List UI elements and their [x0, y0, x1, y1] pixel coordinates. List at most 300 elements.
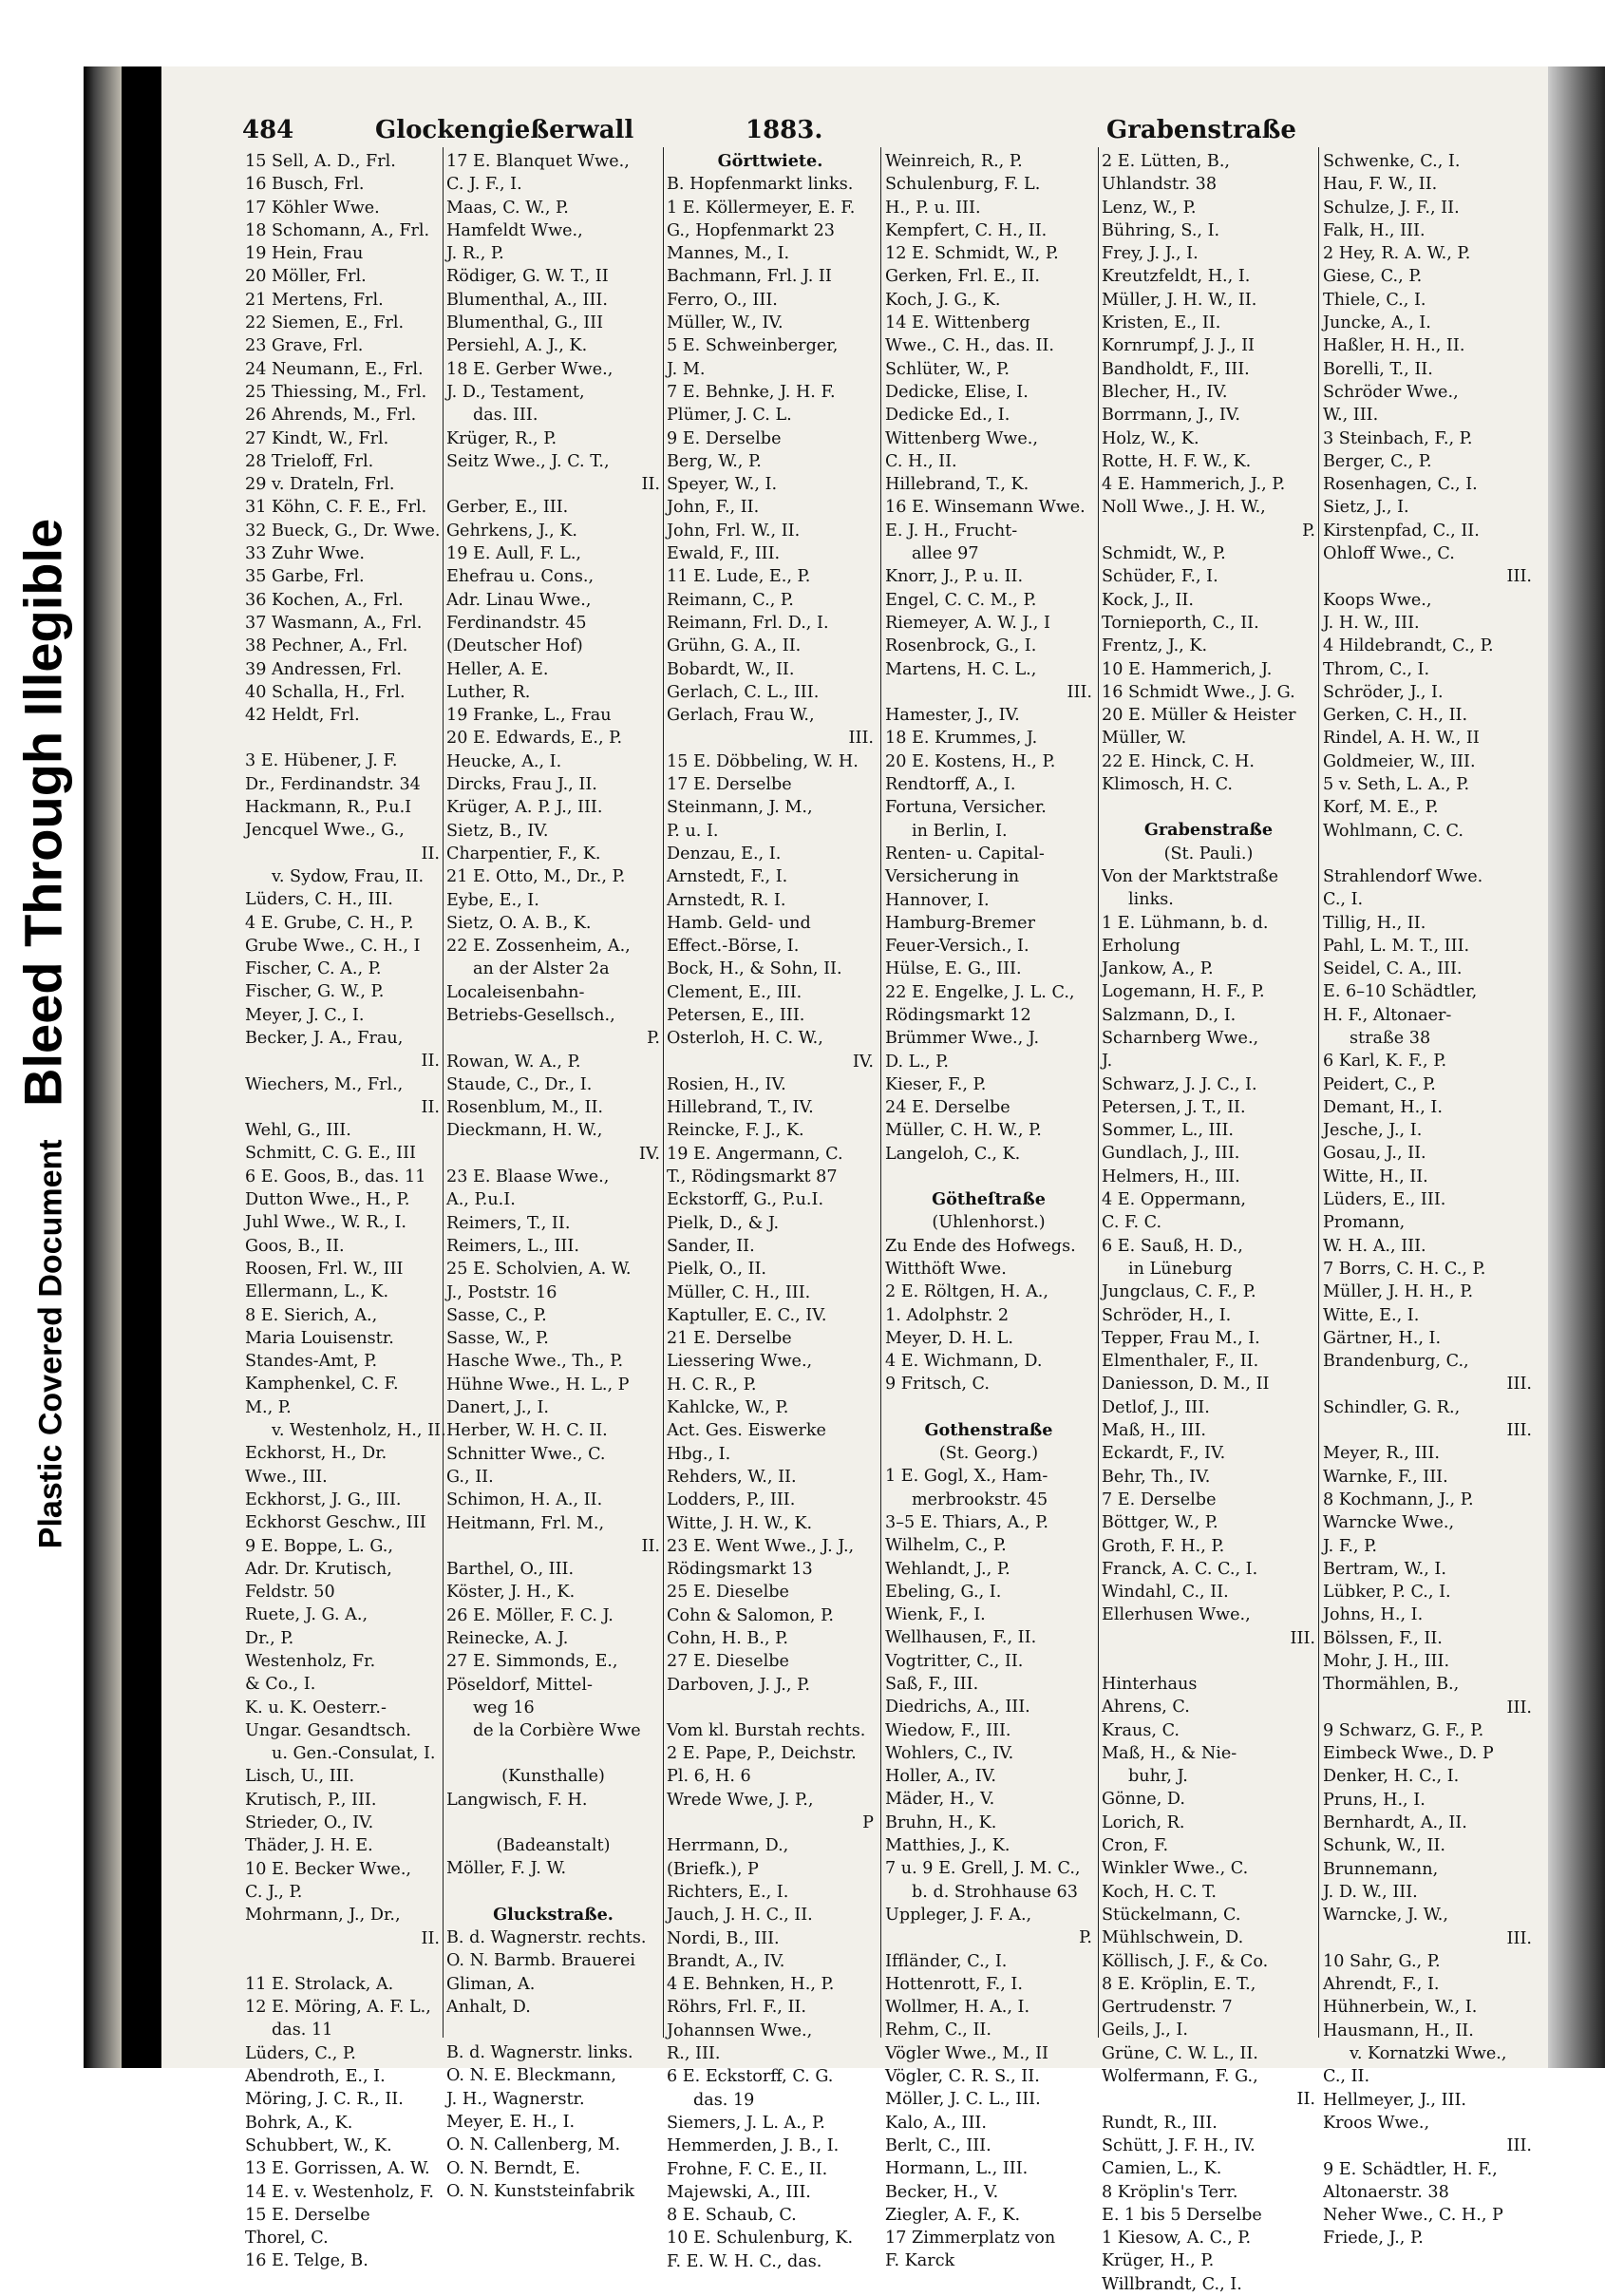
directory-entry: Sommer, L., III. [1102, 1121, 1234, 1141]
directory-entry: Ferro, O., III. [667, 290, 778, 310]
directory-entry: Herber, W. H. C. II. [446, 1421, 608, 1441]
directory-entry: 20 Möller, Frl. [245, 267, 367, 287]
directory-entry: Ohloff Wwe., C. [1323, 544, 1455, 564]
directory-entry: Schubbert, W., K. [245, 2135, 392, 2155]
directory-entry: Müller, C. H., III. [667, 1282, 811, 1302]
directory-entry: 25 E. Dieselbe [667, 1583, 789, 1603]
directory-entry: Maas, C. W., P. [446, 198, 569, 218]
directory-entry: Cohn & Salomon, P. [667, 1605, 834, 1625]
directory-entry: Hamb. Geld- und [667, 913, 811, 933]
directory-entry: Thäder, J. H. E. [245, 1836, 373, 1856]
directory-entry: III. [1506, 567, 1532, 587]
directory-entry: Wilhelm, C., P. [885, 1536, 1007, 1556]
directory-entry: Kreutzfeldt, H., I. [1102, 267, 1251, 287]
directory-entry: W. H. A., III. [1323, 1236, 1426, 1256]
column-divider [663, 147, 664, 2038]
directory-entry: Kalo, A., III. [885, 2113, 987, 2133]
directory-entry: Hausmann, H., II. [1323, 2021, 1474, 2040]
directory-entry: Koch, H. C. T. [1102, 1882, 1217, 1902]
directory-entry: Jankow, A., P. [1102, 959, 1214, 979]
directory-entry: Wwe., C. H., das. II. [885, 336, 1054, 356]
directory-entry: Pruns, H., I. [1323, 1790, 1426, 1810]
directory-entry: Gosau, J., II. [1323, 1144, 1426, 1164]
directory-entry: Sietz, O. A. B., K. [446, 913, 592, 933]
directory-entry: III. [1290, 1628, 1315, 1648]
section-gap [446, 2019, 660, 2041]
directory-entry: 4 E. Behnken, H., P. [667, 1975, 835, 1995]
directory-entry: 21 E. Otto, M., Dr., P. [446, 867, 626, 887]
directory-entry: Heucke, A., I. [446, 751, 562, 771]
directory-entry: Ferdinandstr. 45 [446, 613, 587, 633]
directory-entry: Holz, W., K. [1102, 428, 1199, 448]
directory-entry: Anhalt, D. [446, 1997, 531, 2017]
directory-entry: Klimosch, H. C. [1102, 775, 1234, 795]
directory-entry: 12 E. Schmidt, W., P. [885, 244, 1059, 264]
directory-entry: P [862, 1813, 874, 1833]
directory-entry: H., P. u. III. [885, 198, 981, 218]
directory-entry: Thormählen, B., [1323, 1675, 1460, 1695]
directory-entry: das. 19 [693, 2090, 755, 2110]
directory-entry: 12 E. Möring, A. F. L., [245, 1998, 431, 2018]
section-gap [245, 727, 440, 750]
directory-entry: Wohlmann, C. C. [1323, 821, 1463, 841]
column-3 [667, 150, 874, 2273]
directory-entry: Groth, F. H., P. [1102, 1536, 1225, 1556]
directory-entry: O. N. Callenberg, M. [446, 2135, 621, 2155]
directory-entry: Seitz Wwe., J. C. T., [446, 451, 610, 471]
directory-entry: 13 E. Gorrissen, A. W. [245, 2159, 430, 2179]
directory-entry: 28 Trieloff, Frl. [245, 451, 374, 471]
directory-entry: Wellhausen, F., II. [885, 1628, 1037, 1648]
directory-entry: Bruhn, H., K. [885, 1812, 997, 1832]
directory-entry: Jencquel Wwe., G., [245, 821, 405, 841]
directory-entry: Rindel, A. H. W., II [1323, 729, 1480, 749]
directory-entry: Ellerhusen Wwe., [1102, 1605, 1251, 1625]
directory-entry: Cron, F. [1102, 1836, 1169, 1856]
directory-entry: Herrmann, D., [667, 1836, 789, 1856]
street-subheading: (Kunsthalle) [501, 1767, 605, 1787]
directory-entry: J. D., Testament, [446, 382, 585, 402]
directory-entry: Siemers, J. L. A., P. [667, 2113, 825, 2133]
directory-entry: Denker, H. C., I. [1323, 1767, 1460, 1787]
directory-entry: Koops Wwe., [1323, 590, 1432, 610]
directory-entry: Lodders, P., III. [667, 1490, 796, 1510]
directory-entry: 29 v. Drateln, Frl. [245, 475, 395, 495]
directory-entry: Warncke Wwe., [1323, 1513, 1455, 1533]
directory-entry: II. [421, 1928, 440, 1948]
directory-entry: Blumenthal, G., III [446, 313, 604, 333]
directory-entry: buhr, J. [1128, 1767, 1188, 1787]
directory-entry: P. [647, 1029, 660, 1049]
directory-entry: 4 E. Oppermann, [1102, 1190, 1247, 1210]
page-number: 484 [242, 116, 294, 144]
directory-entry: 8 E. Sierich, A., [245, 1305, 378, 1325]
directory-entry: Kirstenpfad, C., II. [1323, 521, 1480, 541]
directory-entry: 36 Kochen, A., Frl. [245, 590, 404, 610]
directory-entry: Krüger, A. P. J., III. [446, 798, 603, 818]
directory-entry: 8 E. Schaub, C. [667, 2206, 797, 2226]
column-divider [443, 147, 444, 2038]
directory-entry: Hamester, J., IV. [885, 706, 1020, 726]
directory-entry: Holler, A., IV. [885, 1767, 996, 1787]
directory-entry: Berger, C., P. [1323, 451, 1432, 471]
directory-entry: Kieser, F., P. [885, 1074, 987, 1094]
directory-entry: Meyer, E. H., I. [446, 2113, 576, 2133]
directory-entry: 10 E. Schulenburg, K. [667, 2229, 854, 2249]
directory-entry: O. N. Kunststeinfabrik [446, 2181, 634, 2201]
directory-entry: IV. [852, 1052, 874, 1072]
scanned-page-frame [84, 66, 1532, 2294]
directory-entry: 42 Heldt, Frl. [245, 706, 360, 726]
directory-entry: Act. Ges. Eiswerke [667, 1421, 826, 1441]
directory-entry: II. [641, 475, 660, 495]
directory-entry: Langwisch, F. H. [446, 1790, 588, 1810]
directory-entry: links. [1128, 890, 1174, 910]
directory-entry: Adr. Dr. Krutisch, [245, 1559, 392, 1579]
directory-entry: 4 E. Wichmann, D. [885, 1352, 1043, 1372]
directory-entry: Dutton Wwe., H., P. [245, 1190, 410, 1210]
column-5 [1102, 150, 1315, 2296]
directory-entry: Langeloh, C., K. [885, 1144, 1021, 1164]
directory-entry: Schimon, H. A., II. [446, 1490, 603, 1510]
street-subheading: (Uhlenhorst.) [932, 1213, 1046, 1233]
directory-entry: Ellermann, L., K. [245, 1282, 389, 1302]
directory-entry: Lorich, R. [1102, 1812, 1185, 1832]
directory-entry: Haßler, H. H., II. [1323, 336, 1465, 356]
directory-entry: Lenz, W., P. [1102, 198, 1197, 218]
section-gap [885, 1396, 1092, 1419]
directory-entry: Abendroth, E., I. [245, 2067, 386, 2087]
directory-entry: 9 Schwarz, G. F., P. [1323, 1720, 1484, 1740]
section-gap [1102, 796, 1315, 819]
directory-entry: 25 E. Scholvien, A. W. [446, 1260, 632, 1280]
directory-entry: III. [1506, 1375, 1532, 1395]
directory-entry: Gerken, Frl. E., II. [885, 267, 1041, 287]
directory-entry: Geils, J., I. [1102, 2021, 1188, 2040]
page-edge [1548, 66, 1605, 2068]
directory-entry: 32 Bueck, G., Dr. Wwe. [245, 521, 441, 541]
directory-entry: 26 E. Möller, F. C. J. [446, 1605, 614, 1625]
directory-entry: 17 E. Derselbe [667, 775, 792, 795]
directory-entry: 21 E. Derselbe [667, 1329, 792, 1349]
directory-entry: Bock, H., & Sohn, II. [667, 959, 842, 979]
directory-entry: Hillebrand, T., IV. [667, 1098, 814, 1118]
directory-entry: 17 E. Blanquet Wwe., [446, 152, 630, 171]
directory-entry: Vögler Wwe., M., II [885, 2043, 1049, 2063]
directory-entry: Sasse, C., P. [446, 1305, 547, 1325]
directory-entry: C. H., II. [885, 451, 957, 471]
directory-entry: 16 E. Telge, B. [245, 2251, 368, 2271]
directory-entry: Arnstedt, R. I. [667, 890, 786, 910]
directory-entry: Darboven, J. J., P. [667, 1675, 810, 1695]
section-gap [446, 1742, 660, 1765]
directory-entry: Hühnerbein, W., I. [1323, 1998, 1478, 2018]
directory-entry: Lisch, U., III. [245, 1767, 355, 1787]
directory-entry: C. J., P. [245, 1882, 303, 1902]
directory-entry: III. [1506, 1928, 1532, 1948]
directory-entry: Promann, [1323, 1213, 1406, 1233]
directory-entry: 6 E. Eckstorff, C. G. [667, 2067, 834, 2087]
directory-entry: Petersen, J. T., II. [1102, 1097, 1246, 1117]
directory-entry: Grube Wwe., C. H., I [245, 936, 421, 956]
directory-entry: Ebeling, G., I. [885, 1582, 1002, 1602]
section-gap [1102, 1650, 1315, 1673]
directory-entry: 11 E. Strolack, A. [245, 1974, 394, 1994]
directory-entry: Maria Louisenstr. [245, 1328, 394, 1348]
directory-entry: Demant, H., I. [1323, 1097, 1443, 1117]
directory-entry: Lüders, C., P. [245, 2043, 356, 2063]
directory-entry: 10 Sahr, G., P. [1323, 1951, 1441, 1971]
directory-entry: Stückelmann, C. [1102, 1905, 1241, 1925]
directory-entry: Localeisenbahn- [446, 982, 585, 1002]
directory-entry: Clement, E., III. [667, 982, 802, 1002]
directory-entry: Zu Ende des Hofwegs. [885, 1236, 1076, 1256]
directory-entry: 4 E. Grube, C. H., P. [245, 913, 414, 933]
directory-entry: Schlüter, W., P. [885, 359, 1010, 379]
directory-entry: 21 Mertens, Frl. [245, 290, 384, 310]
directory-entry: J. [1102, 1052, 1113, 1072]
directory-entry: 20 E. Kostens, H., P. [885, 751, 1056, 771]
directory-entry: Kempfert, C. H., II. [885, 220, 1048, 240]
directory-entry: Ehefrau u. Cons., [446, 567, 595, 587]
directory-entry: III. [848, 729, 874, 749]
directory-entry: Elmenthaler, F., II. [1102, 1352, 1259, 1372]
directory-entry: Daniesson, D. M., II [1102, 1375, 1270, 1395]
section-gap [446, 1812, 660, 1834]
directory-entry: II. [421, 844, 440, 863]
directory-entry: Grühn, G. A., II. [667, 636, 802, 656]
directory-entry: Barthel, O., III. [446, 1560, 575, 1580]
directory-entry: Willbrandt, C., I. [1102, 2274, 1242, 2294]
directory-entry: Dedicke, Elise, I. [885, 382, 1029, 402]
directory-entry: Betriebs-Gesellsch., [446, 1005, 615, 1025]
directory-entry: Sietz, B., IV. [446, 821, 549, 841]
directory-entry: C. F. C. [1102, 1213, 1162, 1233]
directory-entry: P. u. I. [667, 821, 719, 841]
directory-entry: Hasche Wwe., Th., P. [446, 1352, 624, 1372]
directory-entry: Camien, L., K. [1102, 2159, 1222, 2179]
directory-entry: Schwenke, C., I. [1323, 152, 1461, 171]
directory-entry: Meyer, J. C., I. [245, 1005, 365, 1025]
directory-entry: R., III. [667, 2044, 721, 2064]
directory-entry: Juhl Wwe., W. R., I. [245, 1213, 407, 1233]
directory-entry: Bachmann, Frl. J. II [667, 267, 832, 287]
page-header [242, 116, 1382, 154]
directory-entry: O. N. Barmb. Brauerei [446, 1951, 636, 1971]
directory-entry: Schmitt, C. G. E., III [245, 1144, 416, 1164]
directory-entry: Frentz, J., K. [1102, 636, 1208, 656]
directory-entry: Eckhorst Geschw., III [245, 1513, 426, 1533]
street-heading: Görttwiete. [717, 151, 823, 171]
directory-entry: 7 Borrs, C. H. C., P. [1323, 1259, 1486, 1279]
directory-entry: 33 Zuhr Wwe. [245, 544, 366, 564]
directory-entry: Becker, H., V. [885, 2182, 999, 2202]
directory-entry: Danert, J., I. [446, 1398, 550, 1418]
section-gap [245, 1950, 440, 1973]
directory-entry: Knorr, J., P. u. II. [885, 567, 1024, 587]
directory-entry: Pöseldorf, Mittel- [446, 1675, 593, 1695]
directory-entry: E. 6–10 Schädtler, [1323, 982, 1478, 1002]
directory-entry: Schütt, J. F. H., IV. [1102, 2135, 1256, 2155]
directory-entry: Möring, J. C. R., II. [245, 2090, 404, 2110]
directory-entry: Brunnemann, [1323, 1859, 1439, 1879]
directory-entry: allee 97 [912, 544, 979, 564]
directory-entry: Schüder, F., I. [1102, 567, 1218, 587]
column-divider [880, 147, 881, 2038]
directory-entry: 14 E. v. Westenholz, F. [245, 2182, 435, 2202]
directory-entry: Müller, W., IV. [667, 313, 784, 333]
directory-entry: J. R., P. [446, 244, 504, 264]
directory-entry: Reimers, T., II. [446, 1213, 571, 1233]
directory-entry: IV. [638, 1144, 660, 1164]
directory-entry: (Deutscher Hof) [446, 636, 583, 656]
directory-entry: Mäder, H., V. [885, 1790, 995, 1810]
directory-entry: 27 E. Simmonds, E., [446, 1652, 618, 1672]
directory-entry: Borrmann, J., IV. [1102, 406, 1240, 426]
directory-entry: Adr. Linau Wwe., [446, 590, 592, 610]
directory-entry: J., Poststr. 16 [446, 1282, 557, 1302]
directory-entry: Juncke, A., I. [1323, 313, 1431, 333]
directory-entry: Jesche, J., I. [1323, 1121, 1423, 1141]
directory-entry: Hannover, I. [885, 890, 990, 910]
directory-entry: Berg, W., P. [667, 451, 762, 471]
directory-entry: Warncke, J. W., [1323, 1906, 1448, 1926]
directory-entry: Thorel, C. [245, 2229, 329, 2249]
directory-entry: Dieckmann, H. W., [446, 1121, 603, 1141]
directory-entry: Bandholdt, F., III. [1102, 359, 1250, 379]
directory-entry: Hemmerden, J. B., I. [667, 2136, 840, 2156]
directory-entry: Fischer, G. W., P. [245, 982, 385, 1002]
directory-entry: (Briefk.), P [667, 1859, 759, 1879]
directory-entry: Sietz, J., I. [1323, 498, 1409, 518]
directory-entry: J. M. [667, 359, 706, 379]
directory-entry: Schröder Wwe., [1323, 382, 1459, 402]
directory-entry: 16 E. Winsemann Wwe. [885, 498, 1086, 518]
directory-entry: Matthies, J., K. [885, 1836, 1010, 1856]
directory-entry: v. Westenholz, H., II. [272, 1421, 446, 1441]
directory-entry: Dr., Ferdinandstr. 34 [245, 774, 421, 794]
directory-entry: Bobardt, W., II. [667, 659, 795, 679]
directory-entry: 9 E. Schädtler, H. F., [1323, 2159, 1498, 2179]
directory-entry: Heitmann, Frl. M., [446, 1513, 605, 1533]
directory-entry: Versicherung in [885, 867, 1020, 887]
directory-entry: Krüger, H., P. [1102, 2251, 1215, 2271]
directory-entry: Bertram, W., I. [1323, 1559, 1446, 1579]
directory-entry: 6 E. Sauß, H. D., [1102, 1236, 1243, 1256]
directory-entry: das. III. [473, 406, 538, 426]
directory-entry: Hamburg-Bremer [885, 913, 1035, 933]
directory-entry: Frohne, F. C. E., II. [667, 2159, 828, 2179]
directory-entry: Sasse, W., P. [446, 1329, 549, 1349]
directory-entry: Schröder, H., I. [1102, 1305, 1232, 1325]
directory-entry: Kornrumpf, J. J., II [1102, 336, 1255, 356]
directory-entry: Falk, H., III. [1323, 220, 1426, 240]
column-divider [1318, 147, 1319, 2038]
directory-entry: Rödingsmarkt 13 [667, 1560, 813, 1580]
directory-entry: Dircks, Frau J., II. [446, 775, 597, 795]
directory-entry: 2 Hey, R. A. W., P. [1323, 244, 1471, 264]
directory-entry: P. [1302, 521, 1315, 541]
directory-entry: 18 E. Gerber Wwe., [446, 359, 614, 379]
directory-entry: C., I. [1323, 890, 1364, 910]
directory-entry: 19 E. Angermann, C. [667, 1144, 843, 1164]
directory-entry: Hormann, L., III. [885, 2159, 1029, 2179]
directory-entry: Seidel, C. A., III. [1323, 959, 1463, 979]
directory-entry: Rosenhagen, C., I. [1323, 475, 1478, 495]
directory-entry: Rotte, H. F. W., K. [1102, 451, 1252, 471]
directory-entry: Tillig, H., II. [1323, 913, 1426, 933]
directory-entry: Riemeyer, A. W. J., I [885, 613, 1050, 633]
directory-entry: Pl. 6, H. 6 [667, 1767, 751, 1787]
directory-entry: 3 Steinbach, F., P. [1323, 428, 1473, 448]
directory-entry: 19 Hein, Frau [245, 244, 364, 264]
directory-entry: Schwarz, J. J. C., I. [1102, 1074, 1257, 1094]
directory-entry: 24 E. Derselbe [885, 1098, 1010, 1118]
directory-entry: 2 E. Lütten, B., [1102, 152, 1231, 171]
directory-entry: Wienk, F., I. [885, 1605, 986, 1625]
directory-entry: Berlt, C., III. [885, 2135, 991, 2155]
directory-entry: 27 E. Dieselbe [667, 1652, 789, 1672]
directory-entry: Gärtner, H., I. [1323, 1328, 1442, 1348]
directory-entry: Böttger, W., P. [1102, 1513, 1218, 1533]
directory-entry: 24 Neumann, E., Frl. [245, 359, 424, 379]
directory-entry: Wehl, G., III. [245, 1121, 351, 1141]
directory-entry: 6 Karl, K. F., P. [1323, 1052, 1447, 1072]
directory-entry: III. [1067, 682, 1092, 702]
directory-entry: Rosenbrock, G., I. [885, 636, 1037, 656]
directory-entry: das. 11 [272, 2021, 333, 2040]
directory-entry: P. [1079, 1928, 1092, 1948]
street-subheading: (St. Georg.) [938, 1444, 1039, 1464]
directory-entry: 1 E. Gogl, X., Ham- [885, 1467, 1048, 1487]
street-heading: Gothenstraße [924, 1419, 1053, 1440]
directory-entry: Müller, W. [1102, 729, 1187, 749]
directory-entry: Köllisch, J. F., & Co. [1102, 1951, 1269, 1971]
directory-entry: 23 Grave, Frl. [245, 336, 364, 356]
directory-entry: 15 E. Derselbe [245, 2205, 370, 2225]
directory-entry: Jungclaus, C. F., P. [1102, 1282, 1256, 1302]
directory-entry: Vögler, C. R. S., II. [885, 2067, 1040, 2087]
directory-entry: Kock, J., II. [1102, 590, 1194, 610]
directory-entry: Gönne, D. [1102, 1790, 1185, 1810]
directory-entry: Friede, J., P. [1323, 2229, 1424, 2249]
directory-entry: Gundlach, J., III. [1102, 1144, 1240, 1164]
directory-entry: Hülse, E. G., III. [885, 959, 1022, 979]
directory-entry: D. L., P. [885, 1052, 949, 1072]
directory-entry: 3 E. Hübener, J. F. [245, 751, 398, 771]
directory-entry: Strieder, O., IV. [245, 1813, 374, 1833]
directory-entry: Gehrkens, J., K. [446, 521, 578, 541]
directory-entry: Winkler Wwe., C. [1102, 1859, 1249, 1879]
directory-entry: 25 Thiessing, M., Frl. [245, 382, 427, 402]
directory-entry: Brandt, A., IV. [667, 1951, 785, 1971]
directory-entry: Rowan, W. A., P. [446, 1052, 581, 1072]
directory-entry: Schindler, G. R., [1323, 1397, 1461, 1417]
directory-entry: G., Hopfenmarkt 23 [667, 220, 835, 240]
directory-entry: G., II. [446, 1467, 494, 1487]
directory-entry: II. [1296, 2090, 1315, 2110]
directory-entry: K. u. K. Oesterr.- [245, 1698, 387, 1717]
directory-entry: Jauch, J. H. C., II. [667, 1906, 813, 1926]
directory-entry: straße 38 [1350, 1028, 1431, 1048]
directory-entry: Eybe, E., I. [446, 890, 539, 910]
directory-entry: 17 Zimmerplatz von [885, 2229, 1056, 2249]
directory-entry: Müller, J. H. W., II. [1102, 290, 1257, 310]
directory-entry: Rundt, R., III. [1102, 2113, 1218, 2133]
directory-entry: Korf, M. E., P. [1323, 798, 1439, 818]
directory-entry: Neher Wwe., C. H., P [1323, 2206, 1503, 2226]
directory-entry: Liessering Wwe., [667, 1352, 813, 1372]
